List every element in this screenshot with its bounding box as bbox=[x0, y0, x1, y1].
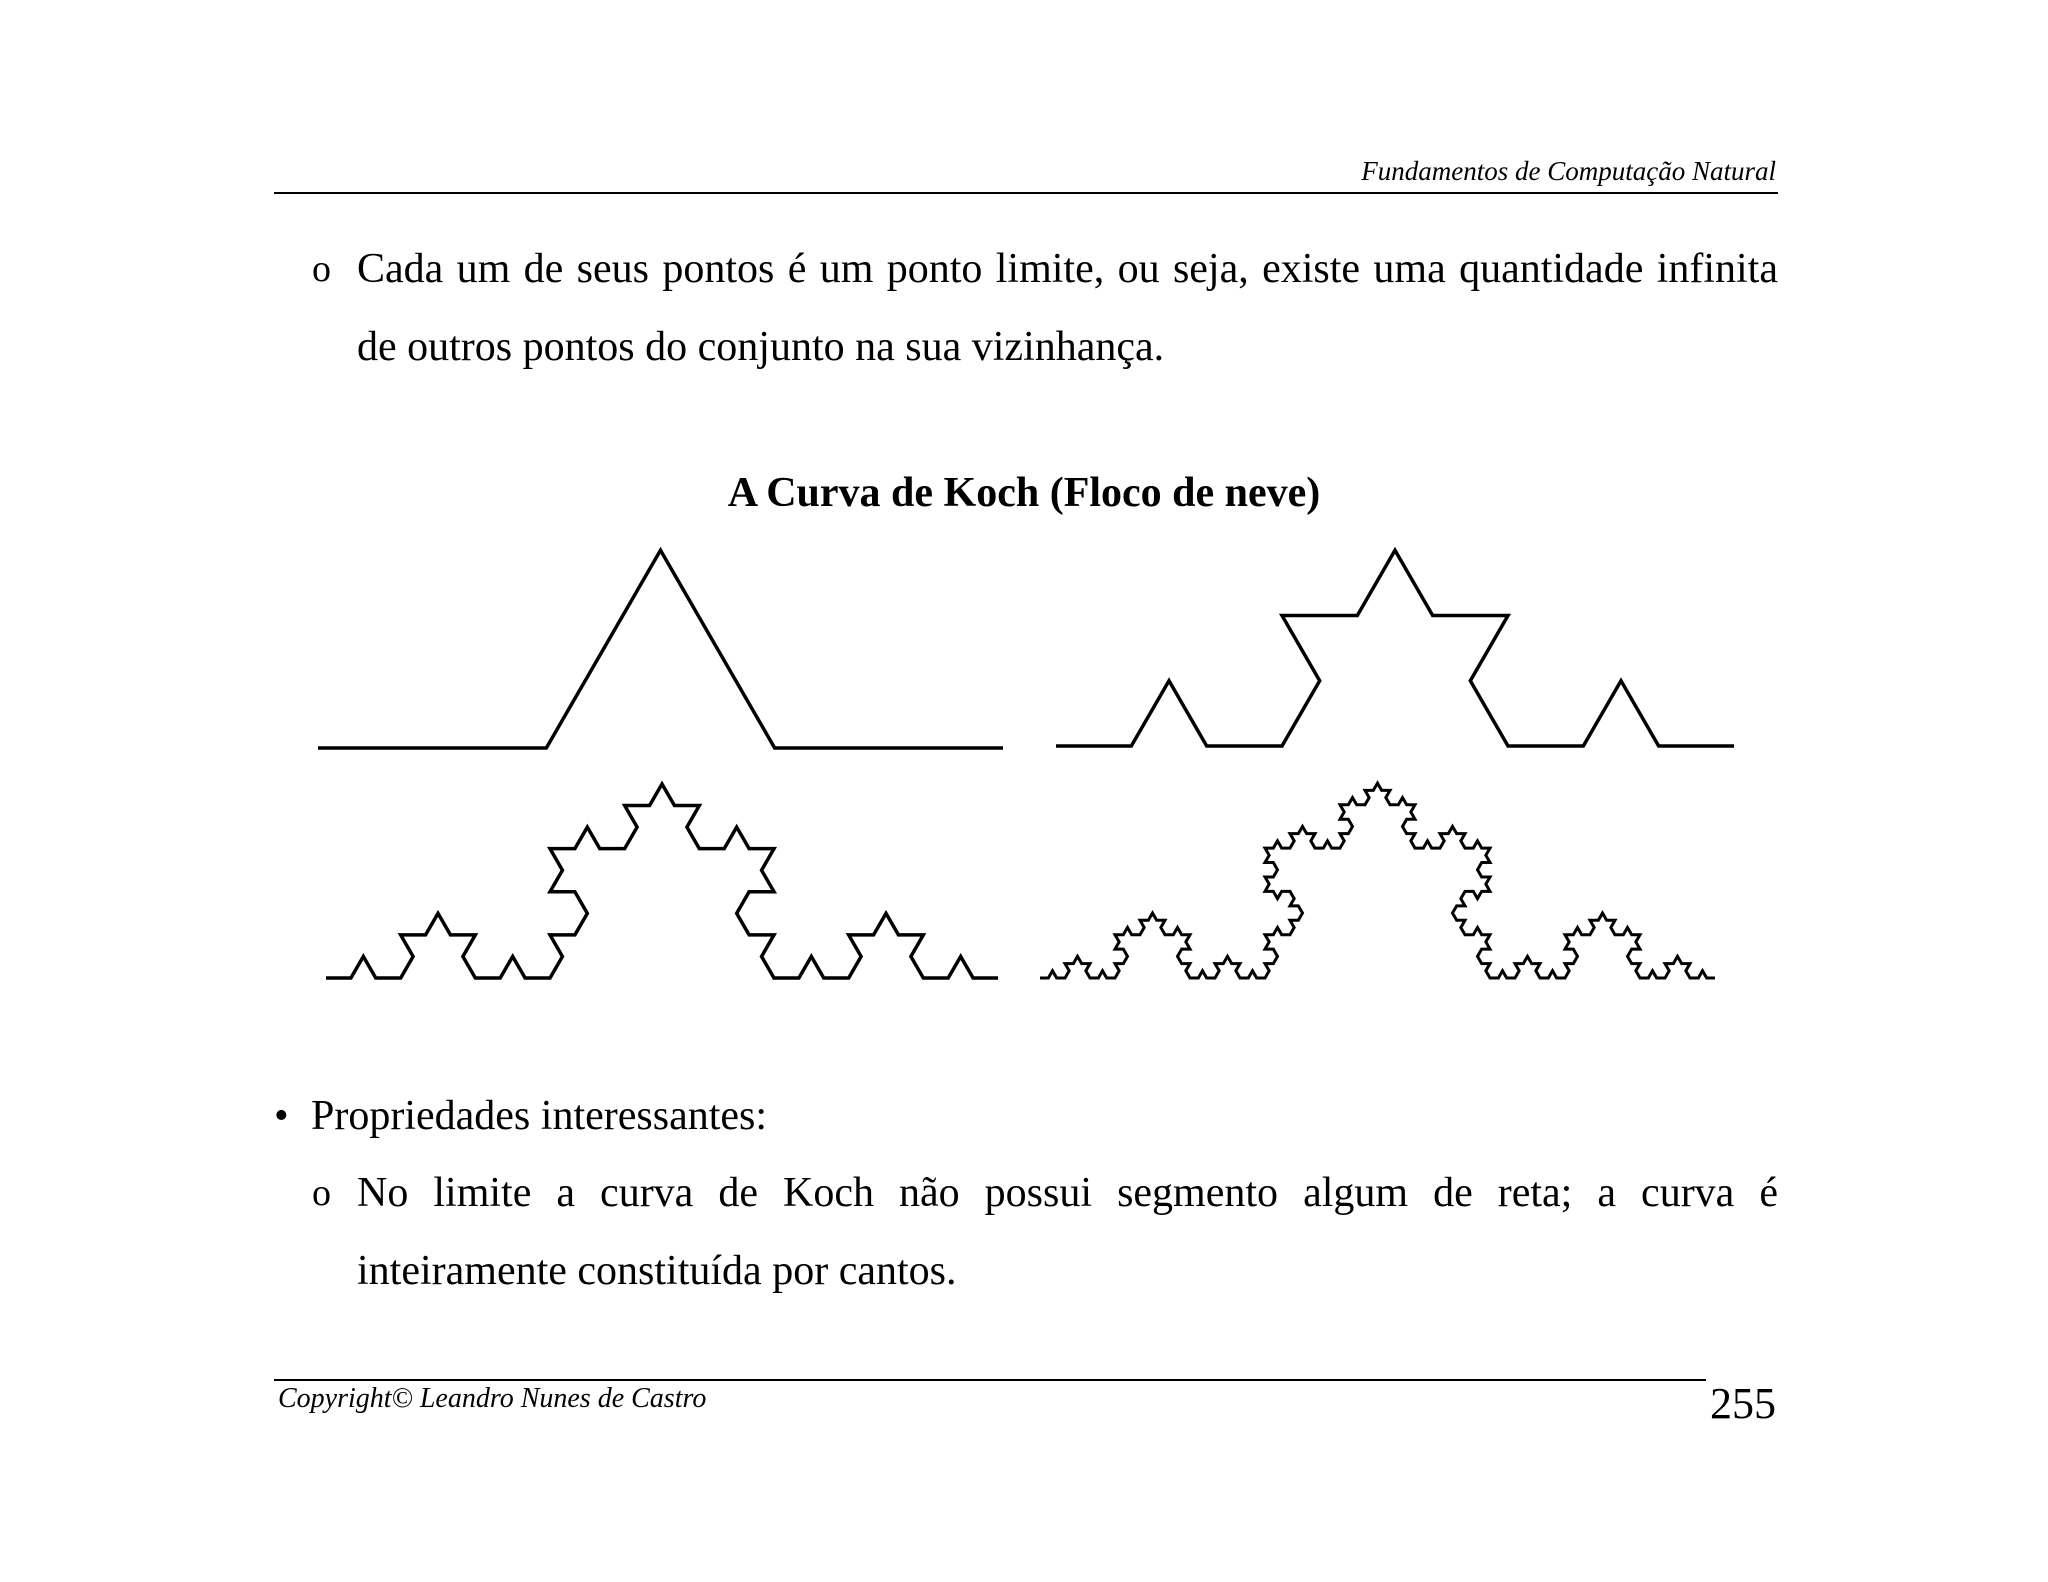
figure-title: A Curva de Koch (Floco de neve) bbox=[727, 470, 1321, 516]
footer-copyright: Copyright© Leandro Nunes de Castro bbox=[278, 1383, 707, 1414]
koch-curve-iteration-3 bbox=[326, 784, 998, 978]
koch-curve-iteration-2 bbox=[1056, 550, 1734, 746]
page-number: 255 bbox=[1710, 1379, 1776, 1428]
paragraph-limit-point: Cada um de seus pontos é um ponto limite, ou seja, existe uma quantidade infinita de outros pontos do conjunto na sua vizinhança. bbox=[357, 246, 1778, 370]
paragraph-no-straight-segment: No limite a curva de Koch não possui segmento algum de reta; a curva é inteiramente constituída por cantos. bbox=[357, 1170, 1778, 1294]
bullet-marker: • bbox=[274, 1093, 289, 1139]
koch-curve-iteration-4 bbox=[1040, 783, 1715, 978]
running-header: Fundamentos de Computação Natural bbox=[1361, 156, 1776, 186]
sub-bullet-marker: o bbox=[312, 1172, 331, 1214]
properties-heading: Propriedades interessantes: bbox=[311, 1093, 768, 1139]
sub-bullet-marker: o bbox=[312, 248, 331, 290]
koch-curve-iteration-1 bbox=[318, 550, 1003, 748]
